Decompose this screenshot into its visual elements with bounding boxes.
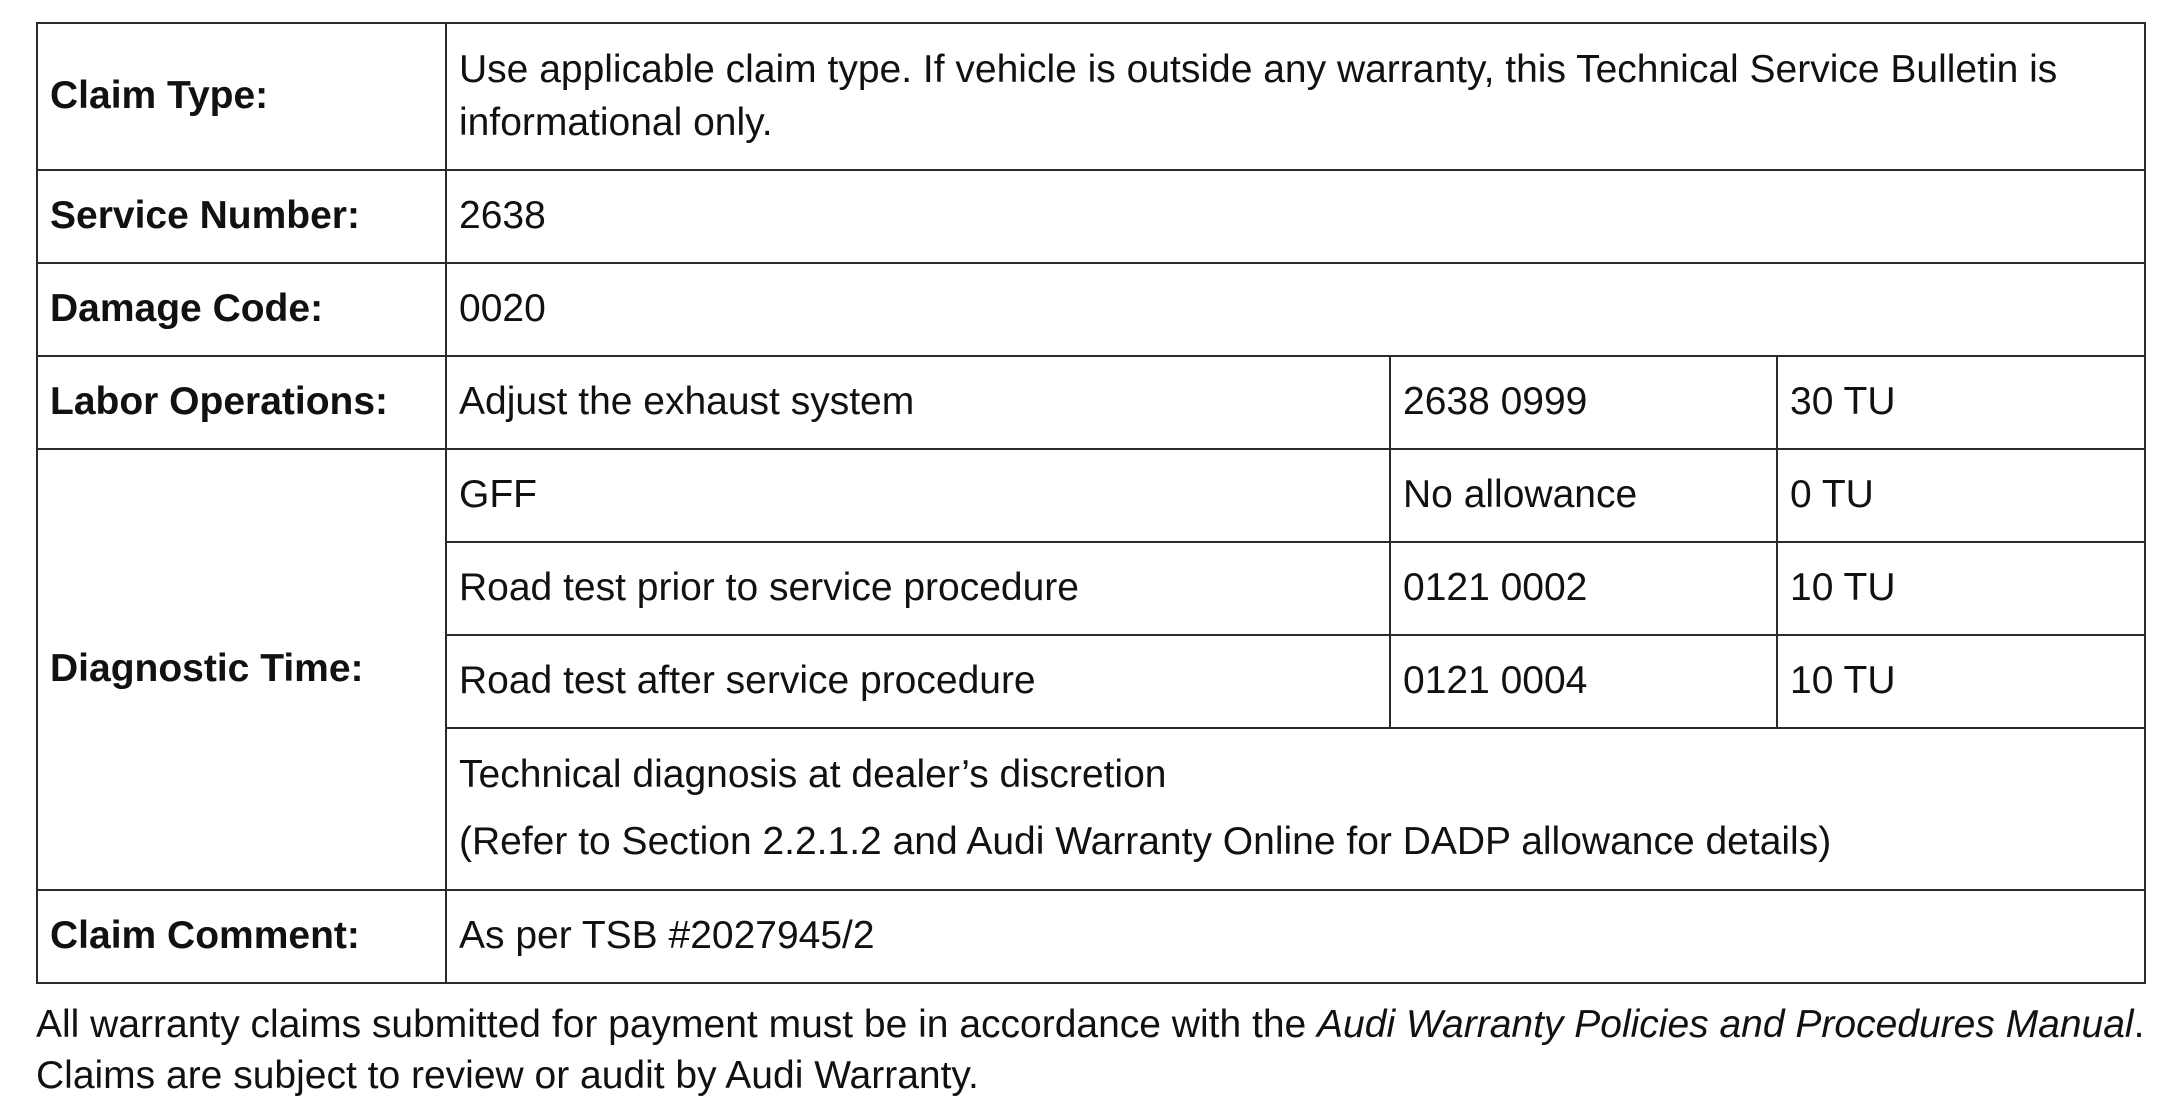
- warranty-claim-table: [36, 22, 2146, 984]
- footer-text-after: . Claims are subject to review or audit by Audi Warranty.: [36, 1003, 2145, 1097]
- labor-operation-code: 2638 0999: [1390, 356, 1777, 449]
- warranty-footer-note: [36, 1000, 2146, 1101]
- discretion-note: (Refer to Section 2.2.1.2 and Audi Warranty Online for DADP allowance details): [459, 820, 1832, 863]
- claim-type-row: [37, 23, 2145, 170]
- diagnostic-time-value: 10 TU: [1777, 542, 2145, 635]
- claim-comment-label: Claim Comment:: [37, 890, 446, 983]
- damage-code-label: Damage Code:: [37, 263, 446, 356]
- claim-type-value: Use applicable claim type. If vehicle is outside any warranty, this Technical Service Bulletin is informational only.: [446, 23, 2145, 170]
- diagnostic-row: [37, 449, 2145, 542]
- claim-comment-row: [37, 890, 2145, 983]
- labor-operations-label: Labor Operations:: [37, 356, 446, 449]
- claim-type-label: Claim Type:: [37, 23, 446, 170]
- diagnostic-code: 0121 0002: [1390, 542, 1777, 635]
- diagnostic-description: Road test prior to service procedure: [446, 542, 1390, 635]
- damage-code-row: [37, 263, 2145, 356]
- discretion-line: Technical diagnosis at dealer’s discretion: [459, 753, 1167, 797]
- diagnostic-code: No allowance: [1390, 449, 1777, 542]
- service-number-row: [37, 170, 2145, 263]
- diagnostic-description: Road test after service procedure: [446, 635, 1390, 728]
- diagnostic-description: GFF: [446, 449, 1390, 542]
- footer-text-before: All warranty claims submitted for payment must be in accordance with the: [36, 1003, 1318, 1046]
- diagnostic-time-value: 10 TU: [1777, 635, 2145, 728]
- service-number-label: Service Number:: [37, 170, 446, 263]
- claim-comment-value: As per TSB #2027945/2: [446, 890, 2145, 983]
- diagnostic-time-value: 0 TU: [1777, 449, 2145, 542]
- diagnostic-discretion-cell: [446, 728, 2145, 890]
- manual-title: Audi Warranty Policies and Procedures Manual: [1317, 1003, 2134, 1046]
- service-number-value: 2638: [446, 170, 2145, 263]
- labor-operation-time: 30 TU: [1777, 356, 2145, 449]
- diagnostic-code: 0121 0004: [1390, 635, 1777, 728]
- diagnostic-time-label: Diagnostic Time:: [37, 449, 446, 890]
- warranty-claim-info: [36, 22, 2144, 984]
- labor-operation-description: Adjust the exhaust system: [446, 356, 1390, 449]
- damage-code-value: 0020: [446, 263, 2145, 356]
- labor-operation-row: [37, 356, 2145, 449]
